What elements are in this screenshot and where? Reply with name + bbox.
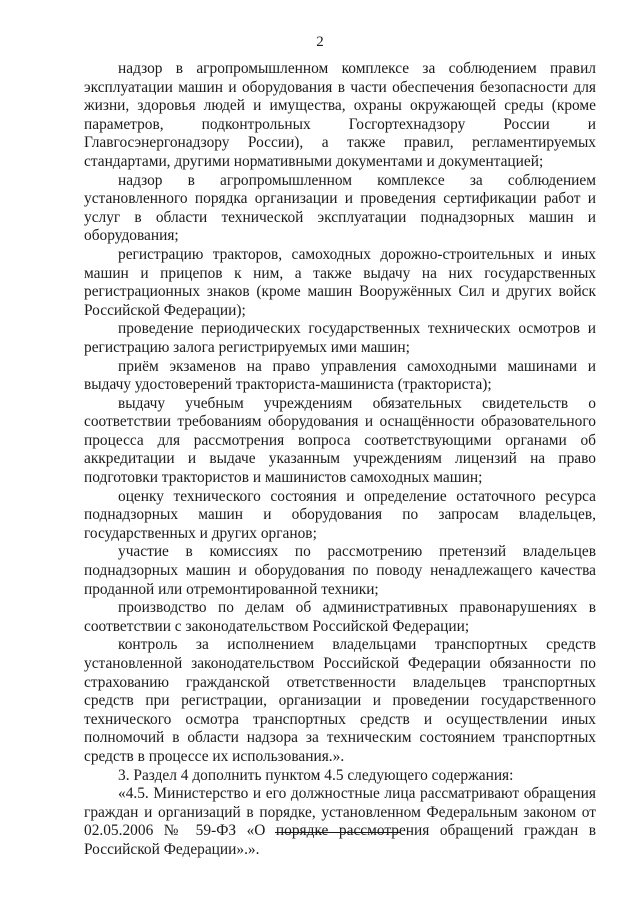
paragraph-certification-supervision: надзор в агропромышленном комплексе за соблюдением установленного порядка организации и проведения сертификации работ и услуг в области технической эксплуатации поднадзорных машин и оборудования; [84,171,596,245]
page-number: 2 [316,34,324,50]
paragraph-tech-supervision: надзор в агропромышленном комплексе за соблюдением правил эксплуатации машин и оборудования в части обеспечения безопасности для жизни, здоровья людей и имущества, охраны окружающей среды (кроме параметров, подконтрольных Госгортехнадзору России и Главгосэнергонадзору России), а также правил, регламентируемых стандартами, другими нормативными документами и документацией; [84,60,596,170]
closing-divider-line [275,832,400,833]
paragraph-educational-certificates: выдачу учебным учреждениям обязательных свидетельств о соответствии требованиям оборудования и оснащённости образовательного процесса для рассмотрения вопроса соответствующими органами об аккредитации и выдаче указанным учреждениям лицензий на право подготовки трактористов и машинистов самоходных машин; [84,394,596,487]
paragraph-driving-exams: приём экзаменов на право управления самоходными машинами и выдачу удостоверений тракториста-машиниста (тракториста); [84,357,596,394]
paragraph-claims-commissions: участие в комиссиях по рассмотрению претензий владельцев поднадзорных машин и оборудования по поводу ненадлежащего качества проданной или отремонтированной техники; [84,543,596,598]
document-body [84,60,596,860]
paragraph-clause-4-5: «4.5. Министерство и его должностные лица рассматривают обращения граждан и организаций в порядке, установленном Федеральным законом от 02.05.2006 № 59-ФЗ «О порядке рассмотрения обращений граждан в Российской Федерации».». [84,785,596,858]
paragraph-insurance-control: контроль за исполнением владельцами транспортных средств установленной законодательством Российской Федерации обязанности по страхованию гражданской ответственности владельцев транспортных средств при регистрации, организации и проведении государственного технического осмотра транспортных средств и осуществлении иных полномочий в области надзора за техническим состоянием транспортных средств в процессе их использования.». [84,636,596,765]
paragraph-amendment-section-4: 3. Раздел 4 дополнить пунктом 4.5 следующего содержания: [118,766,514,784]
paragraph-administrative-offences: производство по делам об административных правонарушениях в соответствии с законодательством Российской Федерации; [84,599,596,635]
paragraph-condition-assessment: оценку технического состояния и определение остаточного ресурса поднадзорных машин и оборудования по запросам владельцев, государственных и других органов; [84,487,596,542]
paragraph-technical-inspections: проведение периодических государственных технических осмотров и регистрацию залога регистрируемых ими машин; [84,320,596,356]
paragraph-vehicle-registration: регистрацию тракторов, самоходных дорожно-строительных и иных машин и прицепов к ним, а также выдачу на них государственных регистрационных знаков (кроме машин Вооружённых Сил и других войск Российской Федерации); [84,245,596,319]
